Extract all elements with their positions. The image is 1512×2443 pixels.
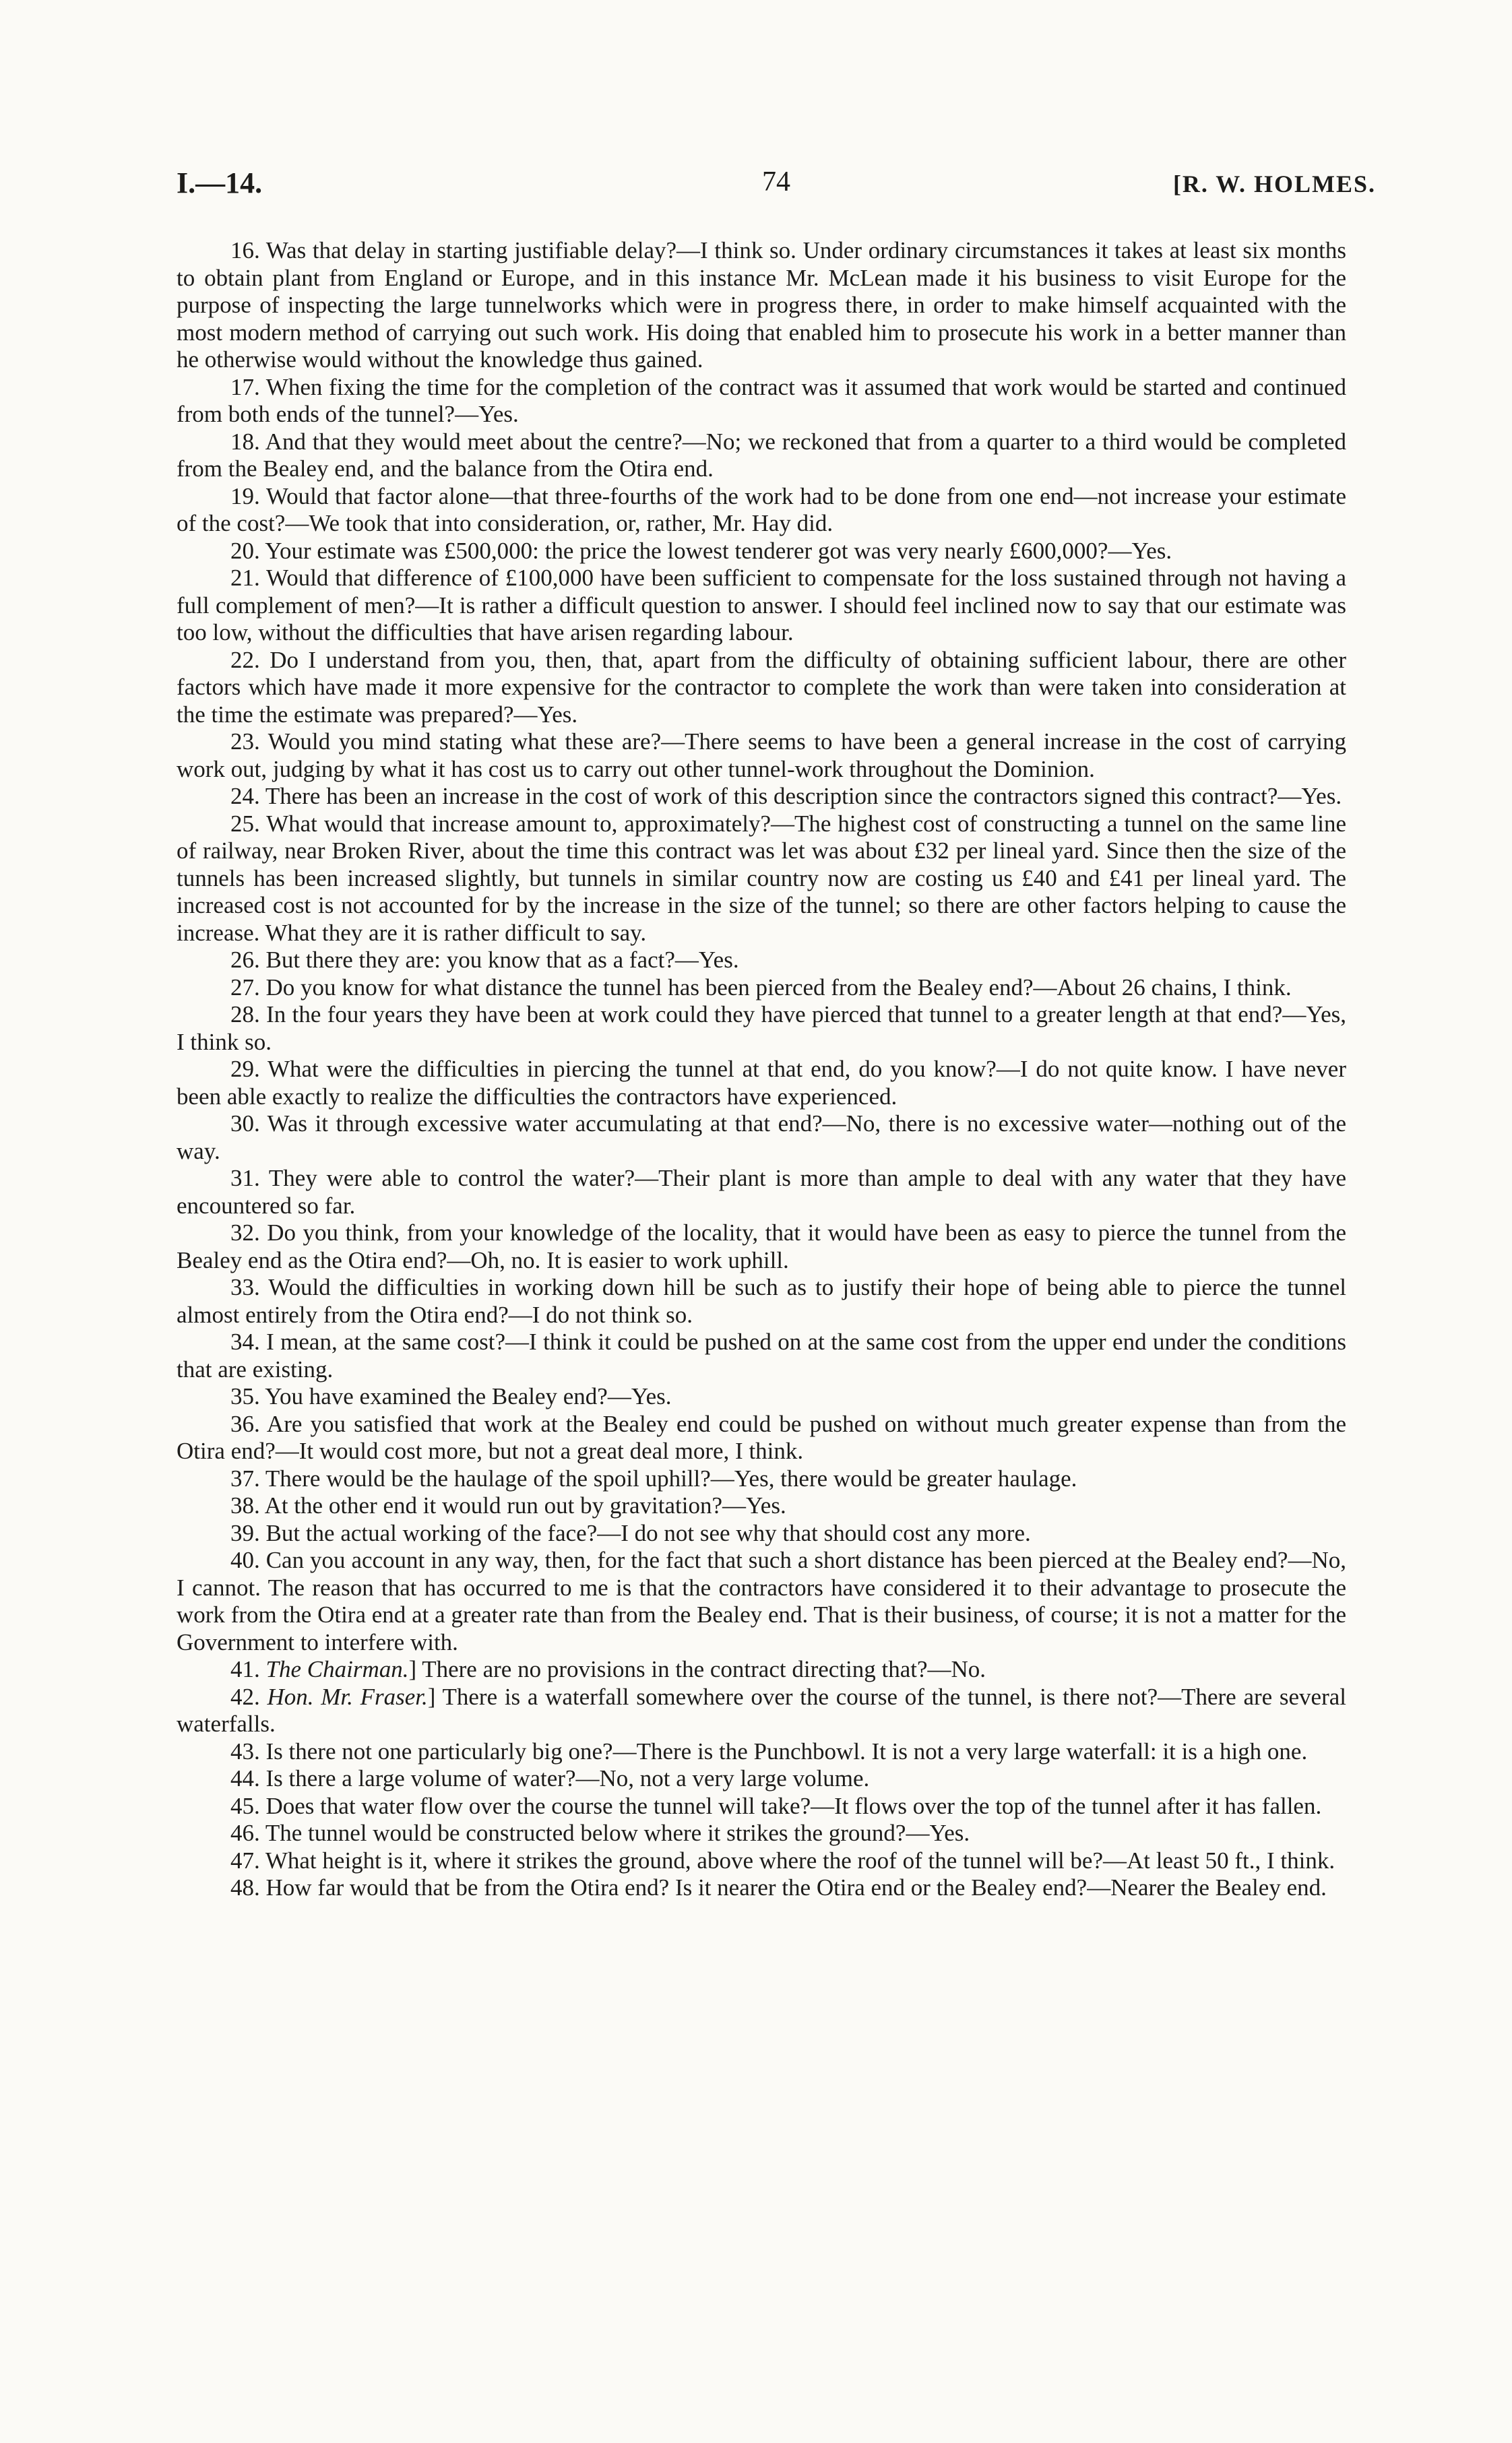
- question-paragraph: 25. What would that increase amount to, approximately?—The highest cost of constructing a tunnel on the same line of railway, near Broken River, about the time this contract was let was about £32 per lineal yard. Since then the size of the tunnels has been increased slightly, but tunnels in similar country now are costing us £40 and £41 per lineal yard. The increased cost is not accounted for by the increase in the size of the tunnel; so there are other factors helping to cause the increase. What they are it is rather difficult to say.: [177, 810, 1346, 946]
- question-paragraph: 34. I mean, at the same cost?—I think it could be pushed on at the same cost from the upper end under the conditions that are existing.: [177, 1329, 1346, 1383]
- question-paragraph: 22. Do I understand from you, then, that, apart from the difficulty of obtaining sufficient labour, there are other factors which have made it more expensive for the contractor to complete the work than were taken into consideration at the time the estimate was prepared?—Yes.: [177, 646, 1346, 728]
- question-paragraph: 20. Your estimate was £500,000: the price the lowest tenderer got was very nearly £600,000?—Yes.: [230, 537, 1172, 564]
- question-paragraph: 46. The tunnel would be constructed below where it strikes the ground?—Yes.: [230, 1820, 970, 1846]
- question-paragraph: 36. Are you satisfied that work at the Bealey end could be pushed on without much greater expense than from the Otira end?—It would cost more, but not a great deal more, I think.: [177, 1410, 1346, 1464]
- question-paragraph: 18. And that they would meet about the centre?—No; we reckoned that from a quarter to a third would be completed from the Bealey end, and the balance from the Otira end.: [177, 428, 1346, 482]
- question-text: ] There is a waterfall somewhere over the course of the tunnel, is there not?—There are several waterfalls.: [177, 1683, 1346, 1737]
- question-paragraph: 27. Do you know for what distance the tunnel has been pierced from the Bealey end?—About 26 chains, I think.: [230, 974, 1292, 1001]
- speaker-name: The Chairman.: [265, 1656, 409, 1682]
- speaker-name: Hon. Mr. Fraser.: [267, 1683, 428, 1710]
- question-paragraph: 33. Would the difficulties in working down hill be such as to justify their hope of being able to pierce the tunnel almost entirely from the Otira end?—I do not think so.: [177, 1274, 1346, 1328]
- page-header: [177, 166, 1376, 206]
- page-number: 74: [762, 166, 790, 197]
- question-paragraph: 28. In the four years they have been at work could they have pierced that tunnel to a greater length at that end?—Yes, I think so.: [177, 1001, 1346, 1055]
- speaker-paragraph: [177, 1684, 1346, 1738]
- question-number: 42.: [230, 1683, 260, 1710]
- question-paragraph: 45. Does that water flow over the course the tunnel will take?—It flows over the top of the tunnel after it has fallen.: [230, 1792, 1322, 1819]
- question-paragraph: 16. Was that delay in starting justifiable delay?—I think so. Under ordinary circumstances it takes at least six months to obtain plant from England or Europe, and in this instance Mr. McLean made it his business to visit Europe for the purpose of inspecting the large tunnelworks which were in progress there, in order to make himself acquainted with the most modern method of carrying out such work. His doing that enabled him to prosecute his work in a better manner than he otherwise would without the knowledge thus gained.: [177, 237, 1346, 373]
- question-paragraph: 21. Would that difference of £100,000 have been sufficient to compensate for the loss sustained through not having a full complement of men?—It is rather a difficult question to answer. I should feel inclined now to say that our estimate was too low, without the difficulties that have arisen regarding labour.: [177, 565, 1346, 645]
- question-paragraph: 35. You have examined the Bealey end?—Yes.: [230, 1383, 672, 1409]
- testimony-body: [177, 237, 1346, 1902]
- question-paragraph: 39. But the actual working of the face?—I do not see why that should cost any more.: [230, 1519, 1031, 1546]
- question-paragraph: 48. How far would that be from the Otira end? Is it nearer the Otira end or the Bealey end?—Nearer the Bealey end.: [230, 1874, 1327, 1901]
- question-paragraph: 17. When fixing the time for the completion of the contract was it assumed that work would be started and continued from both ends of the tunnel?—Yes.: [177, 373, 1346, 427]
- question-text: ] There are no provisions in the contract directing that?—No.: [408, 1656, 986, 1682]
- question-paragraph: 30. Was it through excessive water accumulating at that end?—No, there is no excessive water—nothing out of the way.: [177, 1110, 1346, 1164]
- question-paragraph: 29. What were the difficulties in piercing the tunnel at that end, do you know?—I do not quite know. I have never been able exactly to realize the difficulties the contractors have experienced.: [177, 1056, 1346, 1110]
- question-paragraph: 37. There would be the haulage of the spoil uphill?—Yes, there would be greater haulage.: [230, 1465, 1077, 1492]
- question-paragraph: 19. Would that factor alone—that three-fourths of the work had to be done from one end—not increase your estimate of the cost?—We took that into consideration, or, rather, Mr. Hay did.: [177, 482, 1346, 536]
- question-paragraph: 23. Would you mind stating what these are?—There seems to have been a general increase in the cost of carrying work out, judging by what it has cost us to carry out other tunnel-work throughout the Dominion.: [177, 728, 1346, 782]
- document-reference: I.—14.: [177, 166, 263, 199]
- witness-name: [R. W. HOLMES.: [1172, 170, 1376, 197]
- question-paragraph: 44. Is there a large volume of water?—No, not a very large volume.: [230, 1765, 870, 1791]
- question-paragraph: 26. But there they are: you know that as a fact?—Yes.: [230, 947, 739, 973]
- question-paragraph: 31. They were able to control the water?—Their plant is more than ample to deal with any water that they have encountered so far.: [177, 1165, 1346, 1219]
- question-paragraph: 40. Can you account in any way, then, for the fact that such a short distance has been pierced at the Bealey end?—No, I cannot. The reason that has occurred to me is that the contractors have considered it to their advantage to prosecute the work from the Otira end at a greater rate than from the Bealey end. That is their business, of course; it is not a matter for the Government to interfere with.: [177, 1547, 1346, 1655]
- question-paragraph: 32. Do you think, from your knowledge of the locality, that it would have been as easy to pierce the tunnel from the Bealey end as the Otira end?—Oh, no. It is easier to work uphill.: [177, 1219, 1346, 1273]
- question-paragraph: 24. There has been an increase in the cost of work of this description since the contractors signed this contract?—Yes.: [230, 783, 1342, 809]
- speaker-paragraph: [177, 1656, 1346, 1684]
- question-paragraph: 47. What height is it, where it strikes the ground, above where the roof of the tunnel will be?—At least 50 ft., I think.: [230, 1847, 1335, 1874]
- question-paragraph: 43. Is there not one particularly big one?—There is the Punchbowl. It is not a very large waterfall: it is a high one.: [230, 1738, 1308, 1765]
- question-paragraph: 38. At the other end it would run out by gravitation?—Yes.: [230, 1492, 786, 1519]
- question-number: 41.: [230, 1656, 260, 1682]
